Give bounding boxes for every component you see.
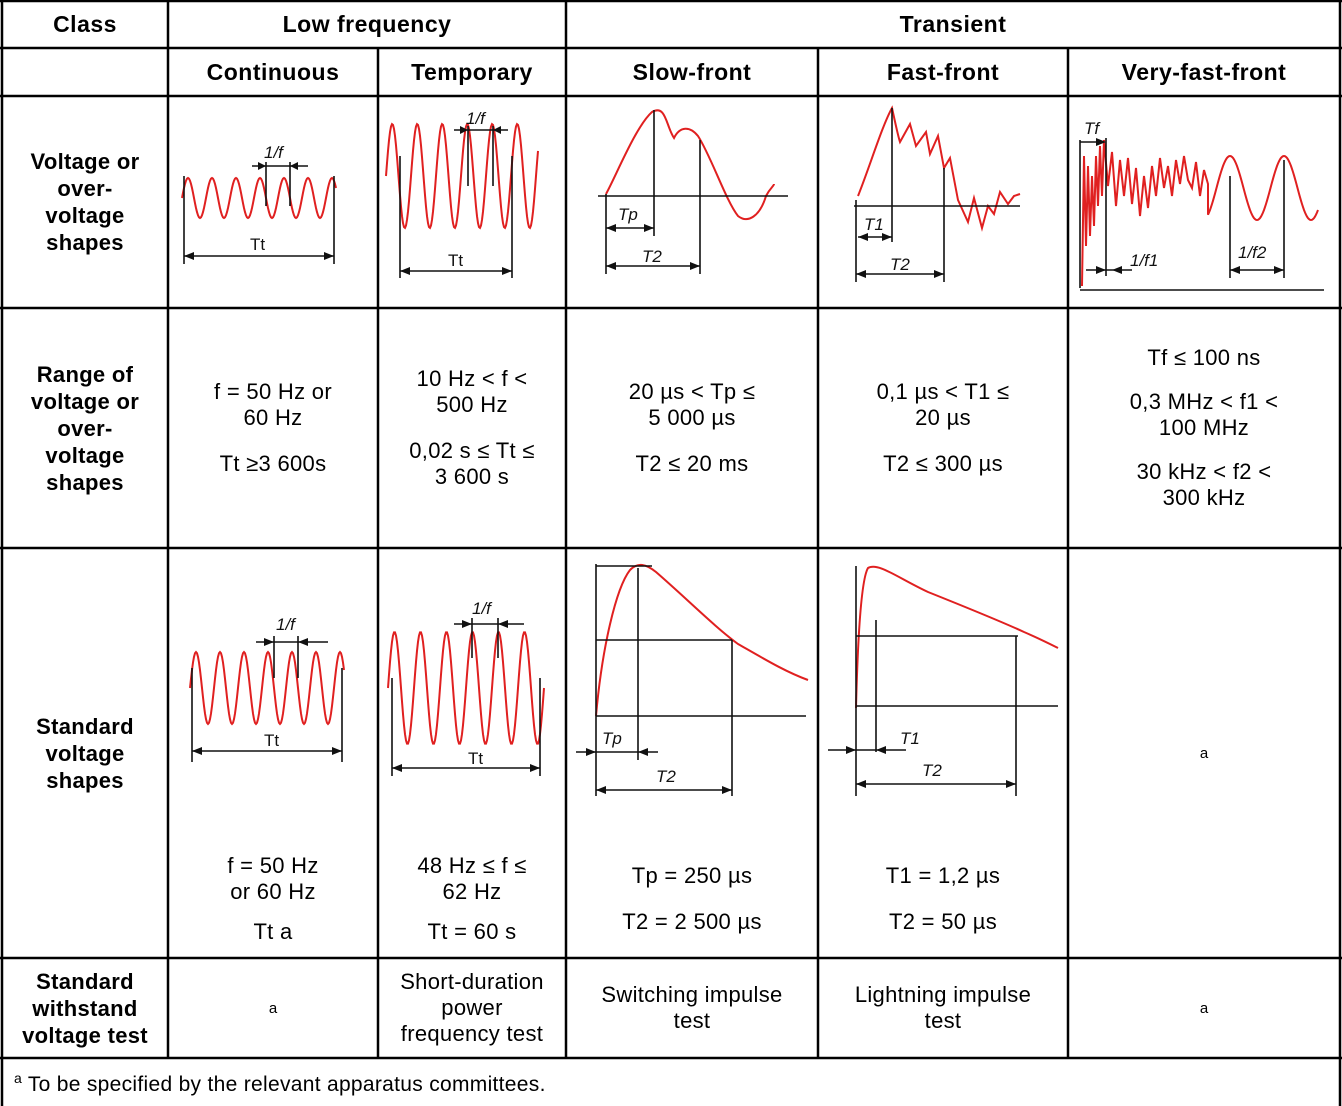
temporary-waveform bbox=[386, 124, 538, 228]
footnote bbox=[14, 1070, 546, 1097]
range-continuous: f = 50 Hz or 60 Hz Tt ≥3 600s bbox=[214, 379, 332, 476]
temporary-shape-diagram bbox=[378, 96, 566, 308]
range-very-fast-front: Tf ≤ 100 ns 0,3 MHz < f1 < 100 MHz 30 kHz < f2 < 300 kHz bbox=[1129, 345, 1279, 510]
temporary-standard-diagram bbox=[378, 548, 566, 828]
fast-front-standard-waveform bbox=[856, 567, 1058, 708]
label-t1: T1 bbox=[900, 729, 920, 748]
header-class: Class bbox=[53, 11, 117, 37]
continuous-standard-diagram bbox=[168, 548, 378, 828]
test-fast-front: Lightning impulse test bbox=[854, 982, 1032, 1033]
test-slow-front: Switching impulse test bbox=[601, 982, 783, 1033]
row-label-shapes: Voltage or over- voltage shapes bbox=[30, 149, 140, 255]
continuous-waveform bbox=[182, 178, 336, 218]
label-1-over-f: 1/f bbox=[466, 109, 485, 128]
standard-continuous: f = 50 Hz or 60 Hz Tt a bbox=[227, 853, 319, 944]
range-slow-front: 20 µs < Tp ≤ 5 000 µs T2 ≤ 20 ms bbox=[628, 379, 756, 476]
label-tt: Tt bbox=[264, 731, 280, 750]
label-t2: T2 bbox=[642, 247, 662, 266]
very-fast-front-shape-diagram bbox=[1068, 96, 1340, 308]
label-tt: Tt bbox=[250, 235, 266, 254]
range-fast-front: 0,1 µs < T1 ≤ 20 µs T2 ≤ 300 µs bbox=[876, 379, 1010, 476]
footnote-text: To be specified by the relevant apparatus committees. bbox=[27, 1073, 546, 1096]
label-1-over-f1: 1/f1 bbox=[1130, 251, 1159, 270]
test-continuous: a bbox=[268, 999, 278, 1017]
header-low-frequency: Low frequency bbox=[282, 11, 452, 37]
very-fast-front-waveform bbox=[1082, 140, 1318, 286]
header-fast-front: Fast-front bbox=[886, 58, 1000, 85]
header-continuous: Continuous bbox=[206, 58, 340, 85]
label-tf: Tf bbox=[1084, 119, 1100, 138]
range-temporary: 10 Hz < f < 500 Hz 0,02 s ≤ Tt ≤ 3 600 s bbox=[409, 366, 535, 489]
fast-front-shape-diagram bbox=[818, 96, 1068, 308]
header-very-fast-front: Very-fast-front bbox=[1121, 58, 1287, 85]
label-tt: Tt bbox=[448, 251, 464, 270]
slow-front-waveform bbox=[606, 110, 774, 219]
temporary-standard-waveform bbox=[388, 632, 544, 743]
header-transient: Transient bbox=[899, 11, 1007, 37]
label-t2: T2 bbox=[890, 255, 910, 274]
standard-very-fast-front: a bbox=[1199, 744, 1209, 762]
continuous-standard-waveform bbox=[190, 652, 344, 724]
slow-front-standard-diagram bbox=[566, 548, 818, 828]
label-tp: Tp bbox=[618, 205, 638, 224]
label-1-over-f: 1/f bbox=[264, 143, 283, 162]
fast-front-waveform bbox=[858, 108, 1020, 228]
label-1-over-f: 1/f bbox=[472, 599, 491, 618]
row-label-standard: Standard voltage shapes bbox=[36, 713, 134, 793]
standard-slow-front: Tp = 250 µs T2 = 2 500 µs bbox=[622, 863, 762, 934]
row-label-range: Range of voltage or over- voltage shapes bbox=[30, 361, 140, 495]
continuous-shape-diagram bbox=[168, 96, 378, 308]
label-1-over-f: 1/f bbox=[276, 615, 295, 634]
label-tp: Tp bbox=[602, 729, 622, 748]
slow-front-shape-diagram bbox=[566, 96, 818, 308]
label-t2: T2 bbox=[656, 767, 676, 786]
label-t2: T2 bbox=[922, 761, 942, 780]
fast-front-standard-diagram bbox=[818, 548, 1068, 828]
label-tt: Tt bbox=[468, 749, 484, 768]
standard-fast-front: T1 = 1,2 µs T2 = 50 µs bbox=[885, 863, 1001, 934]
standard-temporary: 48 Hz ≤ f ≤ 62 Hz Tt = 60 s bbox=[417, 853, 527, 944]
label-1-over-f2: 1/f2 bbox=[1238, 243, 1267, 262]
row-label-test: Standard withstand voltage test bbox=[22, 968, 148, 1048]
test-very-fast-front: a bbox=[1199, 999, 1209, 1017]
header-temporary: Temporary bbox=[411, 58, 533, 85]
test-temporary: Short-duration power frequency test bbox=[400, 969, 544, 1046]
label-t1: T1 bbox=[864, 215, 884, 234]
footnote-mark: a bbox=[14, 1070, 23, 1086]
header-slow-front: Slow-front bbox=[632, 58, 752, 85]
